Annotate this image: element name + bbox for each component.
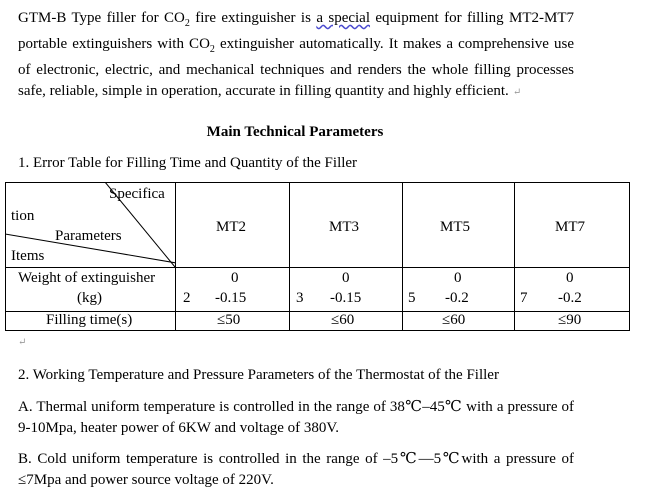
spellcheck-phrase: a special: [316, 10, 371, 26]
weight-label-line1: Weight of extinguisher: [18, 270, 156, 286]
weight-nominal-mt2: 2: [183, 290, 191, 306]
intro-text-3: equipment for filling MT2-MT7 portable extinguishers with CO: [18, 10, 574, 52]
time-mt2: ≤50: [217, 312, 241, 328]
column-header-mt5: MT5: [440, 219, 470, 235]
section-2-heading: 2. Working Temperature and Pressure Parameters of the Thermostat of the Filler: [18, 367, 499, 383]
paragraph-b: B. Cold uniform temperature is controlled in the range of –5℃—5℃with a pressure of ≤7Mpa and power source voltage of 220V.: [18, 451, 574, 488]
weight-upper-mt3: 0: [342, 270, 350, 286]
weight-lower-mt3: -0.15: [330, 290, 362, 306]
co2-subscript: 2: [184, 18, 190, 29]
paragraph-mark-icon: ↵: [18, 337, 27, 348]
section-1-heading: 1. Error Table for Filling Time and Quantity of the Filler: [18, 155, 358, 171]
weight-lower-mt5: -0.2: [445, 290, 469, 306]
weight-upper-mt7: 0: [566, 270, 574, 286]
header-tion: tion: [11, 208, 35, 224]
column-header-mt3: MT3: [329, 219, 359, 235]
weight-upper-mt2: 0: [231, 270, 239, 286]
weight-label-line2: (kg): [77, 290, 102, 306]
header-parameters: Parameters: [55, 228, 122, 244]
column-header-mt2: MT2: [216, 219, 246, 235]
column-header-mt7: MT7: [555, 219, 585, 235]
co2-subscript-2: 2: [209, 44, 215, 55]
time-mt3: ≤60: [331, 312, 355, 328]
weight-upper-mt5: 0: [454, 270, 462, 286]
filling-time-label: Filling time(s): [46, 312, 133, 328]
intro-text-4: extinguisher automatically. It makes a comprehensive use of electronic, electric, and mechanical techniques and renders the whole filling processes safe, reliable, simple in operation, accurate in filling quantity and highly efficient.: [18, 36, 575, 99]
header-specifica: Specifica: [109, 186, 165, 202]
weight-nominal-mt5: 5: [408, 290, 416, 306]
weight-nominal-mt7: 7: [520, 290, 528, 306]
intro-text-1: GTM-B Type filler for CO: [18, 10, 185, 26]
weight-lower-mt2: -0.15: [215, 290, 247, 306]
page-title: Main Technical Parameters: [206, 124, 384, 140]
intro-text-2: fire extinguisher is: [189, 10, 317, 26]
header-items: Items: [11, 248, 45, 264]
paragraph-a: A. Thermal uniform temperature is controlled in the range of 38℃–45℃ with a pressure of 9-10Mpa, heater power of 6KW and voltage of 380V.: [18, 399, 574, 436]
error-table: [5, 182, 630, 331]
time-mt5: ≤60: [442, 312, 466, 328]
weight-nominal-mt3: 3: [296, 290, 304, 306]
weight-lower-mt7: -0.2: [558, 290, 582, 306]
intro-paragraph: [18, 8, 574, 103]
time-mt7: ≤90: [558, 312, 582, 328]
paragraph-mark-icon: ↵: [512, 87, 522, 98]
